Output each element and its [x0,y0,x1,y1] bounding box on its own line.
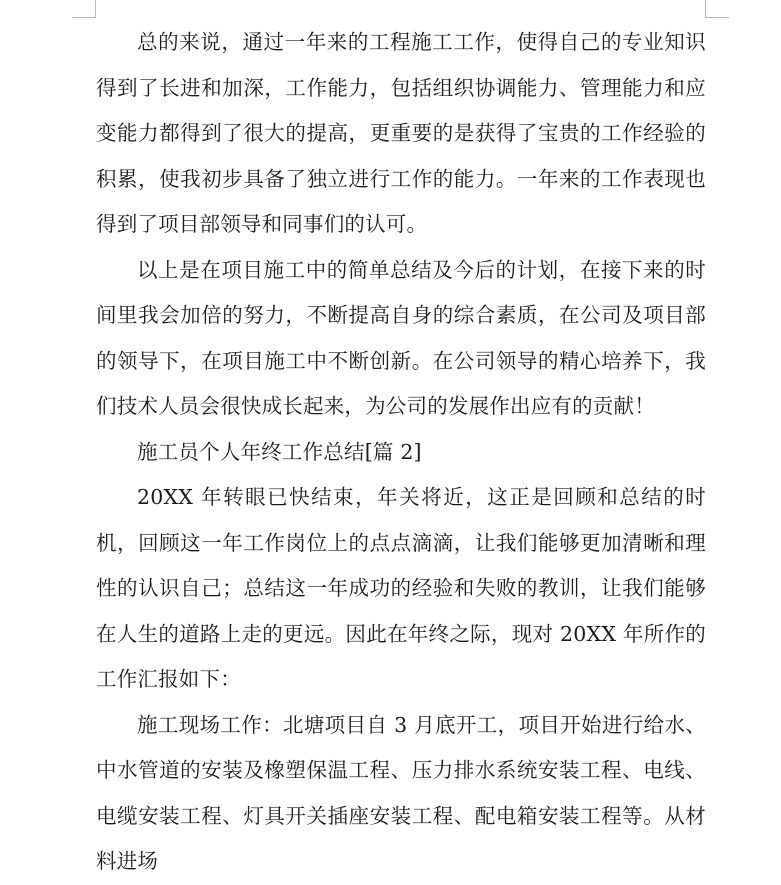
paragraph-site-work: 施工现场工作：北塘项目自 3 月底开工，项目开始进行给水、中水管道的安装及橡塑保温工程、压力排水系统安装工程、电线、电缆安装工程、灯具开关插座安装工程、配电箱安装工程等。从材料进场 [96,712,706,873]
crop-mark-top-right-vertical [705,0,706,17]
section-heading: 施工员个人年终工作总结[篇 2] [137,439,422,464]
crop-mark-top-left-vertical [95,0,96,17]
paragraph-summary: 总的来说，通过一年来的工程施工工作，使得自己的专业知识得到了长进和加深，工作能力，包括组织协调能力、管理能力和应变能力都得到了很大的提高，更重要的是获得了宝贵的工作经验的积累，使我初步具备了独立进行工作的能力。一年来的工作表现也得到了项目部领导和同事们的认可。 [96,30,706,236]
document-body [96,20,706,885]
crop-mark-top-left-horizontal [72,17,96,18]
crop-mark-top-right-horizontal [705,17,729,18]
paragraph-plan: 以上是在项目施工中的简单总结及今后的计划，在接下来的时间里我会加倍的努力，不断提高自身的综合素质，在公司及项目部的领导下，在项目施工中不断创新。在公司领导的精心培养下，我们技术人员会很快成长起来，为公司的发展作出应有的贡献！ [96,257,706,418]
paragraph-intro: 20XX 年转眼已快结束，年关将近，这正是回顾和总结的时机，回顾这一年工作岗位上的点点滴滴，让我们能够更加清晰和理性的认识自己；总结这一年成功的经验和失败的教训，让我们能够在人生的道路上走的更远。因此在年终之际，现对 20XX 年所作的工作汇报如下： [96,485,706,691]
